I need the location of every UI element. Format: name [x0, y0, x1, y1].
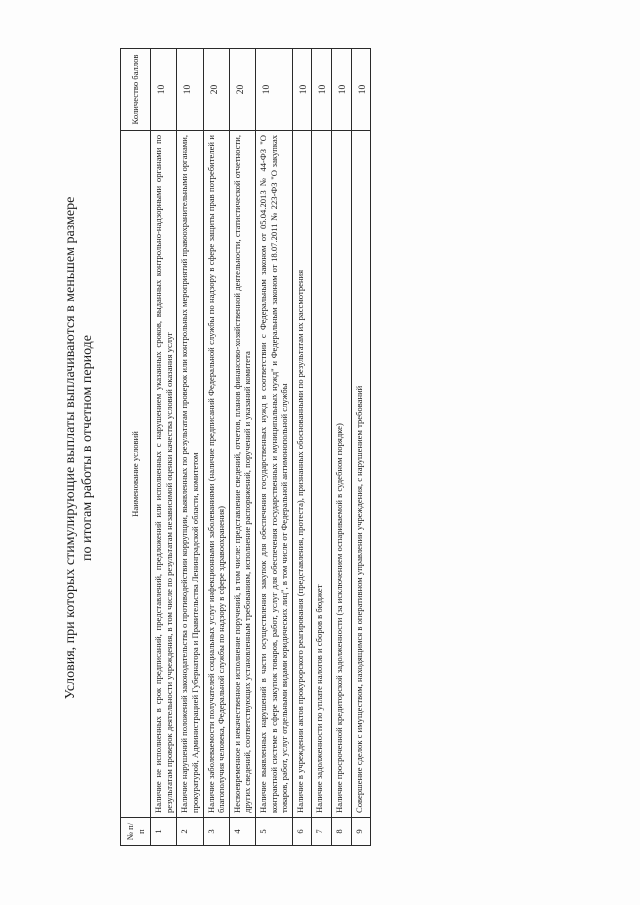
row-points: 10	[312, 49, 332, 131]
table-row	[331, 49, 351, 846]
row-number: 9	[351, 818, 371, 846]
row-points: 10	[177, 49, 203, 131]
row-condition: Совершение сделок с имуществом, находящимся в оперативном управлении учреждения, с нарушением требований	[351, 131, 371, 818]
conditions-table	[120, 48, 371, 846]
row-points: 20	[203, 49, 229, 131]
row-number: 1	[151, 818, 177, 846]
row-condition: Наличие нарушений положений законодательства о противодействии коррупции, выявленных по результатам проверок или контрольных мероприятий правоохранительными органами, прокуратурой, Администрацией Губернатора и Правительства Ленинградской области, комитетом	[177, 131, 203, 818]
row-condition: Наличие заболеваемости получателей социальных услуг инфекционными заболеваниями (наличие предписаний Федеральной службы по надзору в сфере защиты прав потребителей и благополучия человека, Федеральной службы по надзору в сфере здравоохранения)	[203, 131, 229, 818]
title-line-2: по итогам работы в отчетном периоде	[80, 334, 95, 562]
table-row	[255, 49, 292, 846]
header-number: № п/п	[121, 818, 151, 846]
rotated-sheet	[62, 38, 562, 858]
header-points: Количество баллов	[121, 49, 151, 131]
row-number: 2	[177, 818, 203, 846]
title-line-1: Условия, при которых стимулирующие выплаты выплачиваются в меньшем размере	[63, 196, 78, 700]
table-row	[151, 49, 177, 846]
row-points: 10	[292, 49, 312, 131]
row-number: 7	[312, 818, 332, 846]
row-number: 8	[331, 818, 351, 846]
row-points: 10	[351, 49, 371, 131]
row-condition: Наличие выявленных нарушений в части осуществления закупок для обеспечения государственных нужд в соответствии с Федеральным законом от 05.04.2013 № 44-ФЗ "О контрактной системе в сфере закупок товаров, работ, услуг для обеспечения государственных и муниципальных нужд" и Федеральным законом от 18.07.2011 № 223-ФЗ "О закупках товаров, работ, услуг отдельными видами юридических лиц", в том числе от Федеральной антимонопольной службы	[255, 131, 292, 818]
row-points: 10	[151, 49, 177, 131]
row-points: 10	[331, 49, 351, 131]
row-points: 10	[255, 49, 292, 131]
row-points: 20	[229, 49, 255, 131]
row-condition: Наличие задолженности по уплате налогов и сборов в бюджет	[312, 131, 332, 818]
table-row	[351, 49, 371, 846]
table-header-row	[121, 49, 151, 846]
row-number: 6	[292, 818, 312, 846]
table-row	[203, 49, 229, 846]
table-row	[312, 49, 332, 846]
table-row	[177, 49, 203, 846]
document-title	[62, 38, 96, 858]
row-condition: Наличие просроченной кредиторской задолженности (за исключением оспариваемой в судебном порядке)	[331, 131, 351, 818]
header-condition: Наименование условий	[121, 131, 151, 818]
row-condition: Наличие в учреждении актов прокурорского реагирования (представления, протеста), признанных обоснованными по результатам их рассмотрения	[292, 131, 312, 818]
row-condition: Наличие не исполненных в срок предписаний, представлений, предложений или исполненных с нарушением указанных сроков, выданных контрольно-надзорными органами по результатам проверок деятельности учреждения, в том числе по результатам независимой оценки качества условий оказания услуг	[151, 131, 177, 818]
table-row	[292, 49, 312, 846]
row-number: 3	[203, 818, 229, 846]
row-condition: Несвоевременное и некачественное исполнение поручений, в том числе: представление сведений, отчетов, планов финансово-хозяйственной деятельности, статистической отчетности, других сведений, соответствующих установленным требованиям, исполнение распоряжений, поручений и указаний комитета	[229, 131, 255, 818]
row-number: 4	[229, 818, 255, 846]
table-row	[229, 49, 255, 846]
row-number: 5	[255, 818, 292, 846]
